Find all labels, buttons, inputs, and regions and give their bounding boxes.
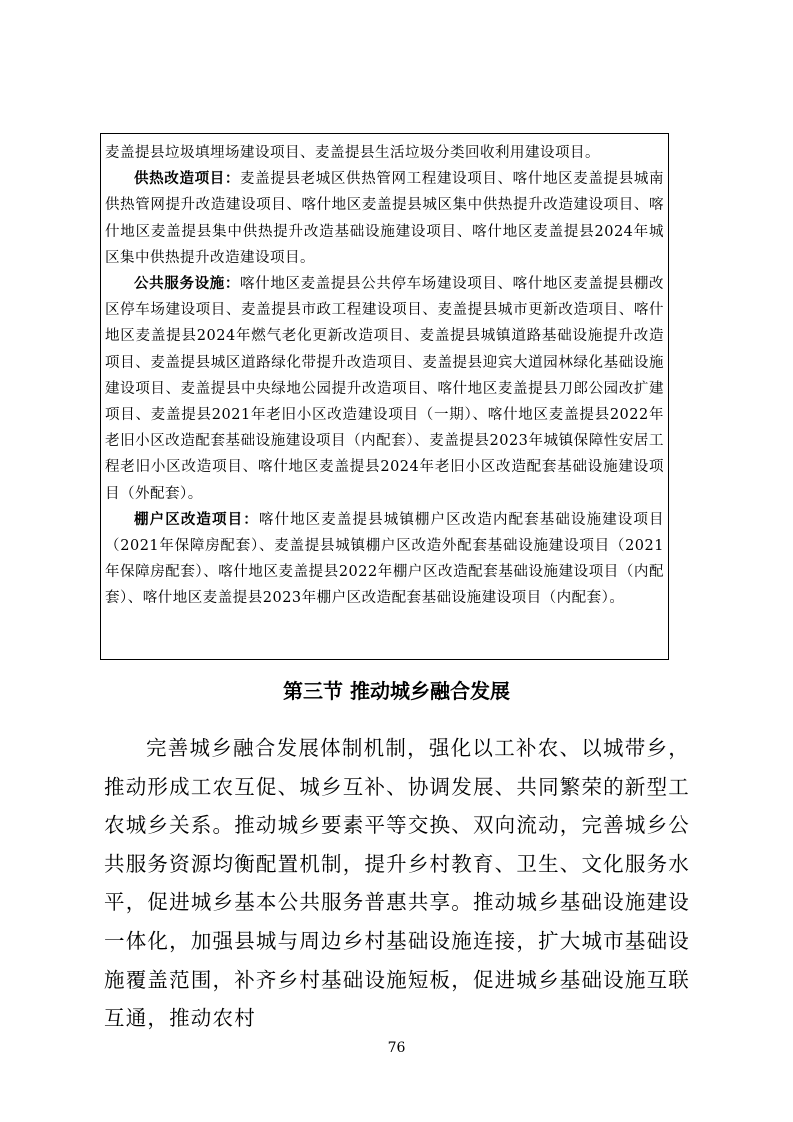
page-number: 76	[387, 1040, 406, 1056]
heating-text: 麦盖提县老城区供热管网工程建设项目、喀什地区麦盖提县城南供热管网提升改造建设项目、喀什地区麦盖提县城区集中供热提升改造建设项目、喀什地区麦盖提县集中供热提升改造基础设施建设项目、喀什地区麦盖提县2024年城区集中供热提升改造建设项目。	[105, 171, 664, 266]
section-body-paragraph: 完善城乡融合发展体制机制，强化以工补农、以城带乡，推动形成工农互促、城乡互补、协调发展、共同繁荣的新型工农城乡关系。推动城乡要素平等交换、双向流动，完善城乡公共服务资源均衡配置机制，提升乡村教育、卫生、文化服务水平，促进城乡基本公共服务普惠共享。推动城乡基础设施建设一体化，加强县城与周边乡村基础设施连接，扩大城市基础设施覆盖范围，补齐乡村基础设施短板，促进城乡基础设施互联互通，推动农村	[104, 736, 690, 1031]
box-paragraph-landfill: 麦盖提县垃圾填埋场建设项目、麦盖提县生活垃圾分类回收利用建设项目。	[105, 145, 600, 161]
public-services-label: 公共服务设施：	[134, 276, 241, 293]
shanty-label: 棚户区改造项目：	[134, 511, 259, 528]
section-title: 第三节 推动城乡融合发展	[283, 679, 510, 703]
box-paragraph-shanty	[105, 507, 664, 612]
shanty-text: 喀什地区麦盖提县城镇棚户区改造内配套基础设施建设项目（2021年保障房配套）、麦盖提县城镇棚户区改造外配套基础设施建设项目（2021年保障房配套）、喀什地区麦盖提县2022年棚户区改造配套基础设施建设项目（内配套）、喀什地区麦盖提县2023年棚户区改造配套基础设施建设项目（内配套）。	[105, 511, 665, 607]
heating-label: 供热改造项目：	[134, 171, 241, 188]
box-paragraph-public-services	[105, 271, 664, 507]
public-services-text: 喀什地区麦盖提县公共停车场建设项目、喀什地区麦盖提县棚改区停车场建设项目、麦盖提县市政工程建设项目、麦盖提县城市更新改造项目、喀什地区麦盖提县2024年燃气老化更新改造项目、麦盖提县城镇道路基础设施提升改造项目、麦盖提县城区道路绿化带提升改造项目、麦盖提县迎宾大道园林绿化基础设施建设项目、麦盖提县中央绿地公园提升改造项目、喀什地区麦盖提县刀郎公园改扩建项目、麦盖提县2021年老旧小区改造建设项目（一期）、喀什地区麦盖提县2022年老旧小区改造配套基础设施建设项目（内配套）、麦盖提县2023年城镇保障性安居工程老旧小区改造项目、喀什地区麦盖提县2024年老旧小区改造配套基础设施建设项目（外配套）。	[105, 276, 664, 502]
project-list-box	[100, 133, 669, 660]
box-paragraph-heating	[105, 166, 664, 271]
